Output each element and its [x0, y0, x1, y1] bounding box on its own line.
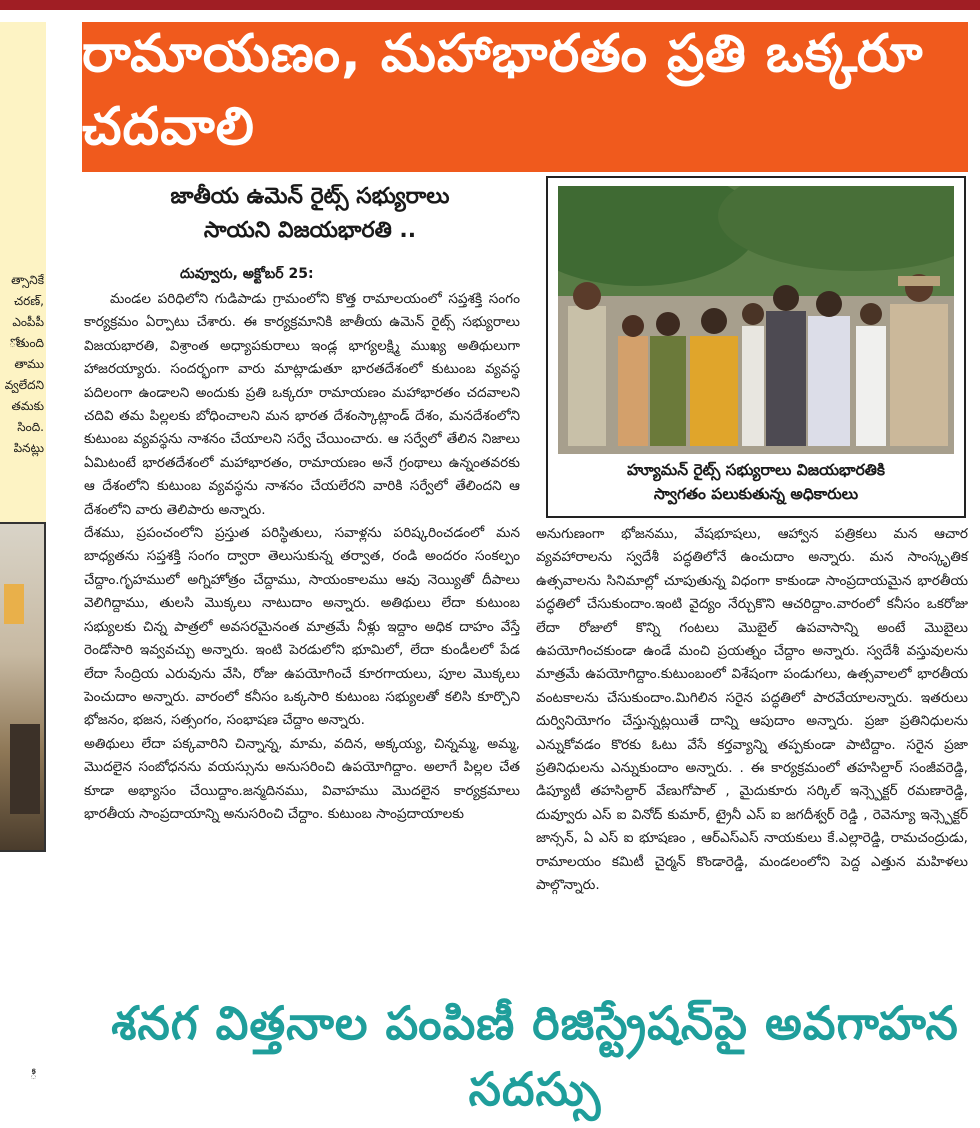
subhead-line-1: జాతీయ ఉమెన్ రైట్స్ సభ్యురాలు — [170, 184, 450, 209]
sidebar-text-fragment: పినట్లు — [13, 441, 44, 455]
article-paragraph: దేశము, ప్రపంచంలోని ప్రస్తుత పరిస్థితులు, సవాళ్లను పరిష్కరించడంలో మన బాధ్యతను సప్తశక్తి సంగం ద్వారా తెలుసుకున్న తర్వాత, రండి అందరం సంకల్పం చేద్దాం.గృహములో అగ్నిహోత్రం చేద్దాము, సాయంకాలము ఆవు నెయ్యితో దీపాలు వెలిగిద్దాము, తులసి మొక్కలు నాటుదాం అన్నారు. అతిథులు లేదా కుటుంబ సభ్యులకు చిన్న పాత్రలో అవసరమైనంత మాత్రమే నీళ్లు ఇద్దాం అధిక దాహం వేస్తే రెండోసారి ఇవ్వవచ్చు అన్నారు. ఇంటి పెరడులోని భూమిలో, లేదా కుండీలలో పేడ లేదా సేంద్రియ ఎరువును వేసి, రోజు ఉపయోగించే కూరగాయలు, పూల మొక్కలు పెంచుదాం అన్నారు. వారంలో కనీసం ఒక్కసారి కుటుంబ సభ్యులతో కలిసి కూర్చొని భోజనం, భజన, సత్సంగం, సంభాషణ చేద్దాం అన్నారు. — [84, 525, 520, 729]
article-paragraph: మండల పరిధిలోని గుడిపాడు గ్రామంలోని కొత్త రామాలయంలో సప్తశక్తి సంగం కార్యక్రమం ఏర్పాటు చేశారు. ఈ కార్యక్రమానికి జాతీయ ఉమెన్ రైట్స్ సభ్యురాలు విజయభారతి, విశ్రాంత అధ్యాపకురాలు ఇండ్ల భాగ్యలక్ష్మి ముఖ్య అతిథులుగా హాజరయ్యారు. సందర్భంగా వారు మాట్లాడుతూ భారతదేశంలో కుటుంబ వ్యవస్థ పదిలంగా ఉండాలని అందుకు ప్రతి ఒక్కరూ రామాయణం మహాభారతం చదవాలని చదివి తమ పిల్లలకు బోధించాలని మన భారత దేశంస్కాట్లాండ్ దేశం, మనదేశంలోని కుటుంబ వ్యవస్థను నాశనం చేయాలని సర్వే చేయించారు. ఆ సర్వేలో తేలిన నిజాలు ఏమిటంటే భారతదేశంలో మహాభారతం, రామాయణం అనే గ్రంథాలు ఉన్నంతవరకు ఆ దేశంలోని కుటుంబ వ్యవస్థను నాశనం చేయలేరని వారికి సర్వేలో తేలిందని ఆ దేశంలోని వారు తెలిపారు అన్నారు. — [84, 291, 520, 518]
sidebar-text-fragment: వ్వలేదని — [4, 378, 44, 392]
sidebar-text-fragment: ఎంపీపీ — [12, 315, 44, 329]
dateline: దువ్వూరు, అక్టోబర్ 25: — [180, 266, 314, 282]
sidebar-text-fragment: చరణ్, — [14, 294, 44, 308]
top-color-bar — [0, 0, 980, 10]
sidebar-text-fragment: తమకు — [11, 399, 44, 413]
next-article-headline: శనగ విత్తనాల పంపిణీ రిజిస్ట్రేషన్‌పై అవగాహన సదస్సు — [111, 996, 959, 1116]
subheadline — [100, 180, 520, 248]
subhead-line-2: సాయని విజయభారతి .. — [203, 218, 417, 243]
sidebar-text-fragment: తాము — [14, 357, 44, 371]
news-photo — [558, 186, 954, 454]
photo-caption — [558, 458, 954, 506]
article-column-right — [536, 523, 968, 898]
headline: రామాయణం, మహాభారతం ప్రతి ఒక్కరూ చదవాలి — [82, 24, 924, 157]
caption-line-1: హ్యూమన్ రైట్స్ సభ్యురాలు విజయభారతికి — [626, 461, 886, 479]
article-paragraph: అనుగుణంగా భోజనము, వేషభూషలు, ఆహ్వాన పత్రికలు మన ఆచార వ్యవహారాలను స్వదేశీ పద్ధతిలోనే ఉంచుదాం అన్నారు. మన సాంస్కృతిక ఉత్సవాలను సినిమాల్లో చూపుతున్న విధంగా కాకుండా సాంప్రదాయమైన భారతీయ పద్ధతిలో చేసుకుందాం.ఇంటి వైద్యం నేర్చుకొని ఆచరిద్దాం.వారంలో కనీసం ఒకరోజు లేదా రోజులో కొన్ని గంటలు మొబైల్ ఉపవాసాన్ని అంటే మొబైలు ఉపయోగించకుండా ఉండే మంచి ప్రయత్నం చేద్దాం అన్నారు. స్వదేశీ వస్తువులను మాత్రమే ఉపయోగిద్దాం.కుటుంబంలో విశేషంగా పండుగలు, ఉత్సవాలలో భారతీయ వంటకాలను చేసుకుందాం.మిగిలిన సరైన పద్ధతిలో పారవేయాలన్నారు. ఇతరులు దుర్వినియోగం చేస్తున్నట్లయితే దాన్ని ఆపుదాం అన్నారు. ప్రజా ప్రతినిధులను ఎన్నుకోవడం కొరకు ఓటు వేసే కర్తవ్యాన్ని తప్పకుండా పాటిద్దాం. సరైన ప్రజా ప్రతినిధులను ఎన్నుకుందాం అన్నారు. . ఈ కార్యక్రమంలో తహసిల్దార్ సంజీవరెడ్డి, డిప్యూటీ తహసిల్దార్ వేణుగోపాల్ , మైదుకూరు సర్కిల్ ఇన్స్పెక్టర్ రమణారెడ్డి, దువ్వూరు ఎస్ ఐ వినోద్ కుమార్, ట్రైనీ ఎస్ ఐ జగదీశ్వర్ రెడ్డి , రెవెన్యూ ఇన్స్పెక్టర్ జాన్సన్, ఏ ఎస్ ఐ భూషణం , ఆర్ఎస్ఎస్ నాయకులు కే.ఎల్లారెడ్డి, రామచంద్రుడు, రామాలయం కమిటీ చైర్మన్ కొండారెడ్డి, మండలంలోని పెద్ద ఎత్తున మహిళలు పాల్గొన్నారు. — [536, 526, 968, 894]
news-photo-frame — [546, 176, 966, 518]
corner-text-fragment: ీ — [30, 1068, 37, 1082]
article-paragraph: అతిథులు లేదా పక్కవారిని చిన్నాన్న, మామ, వదిన, అక్కయ్య, చిన్నమ్మ, అమ్మ, మొదలైన సంబోధనను వయస్సును అనుసరించి ఉపయోగిద్దాం. అలాగే పిల్లల చేత కూడా అభ్యాసం చేయిద్దాం.జన్మదినము, వివాహము మొదలైన కార్యక్రమాలు భారతీయ సాంప్రదాయాన్ని అనుసరించి చేద్దాం. కుటుంబ సాంప్రదాయాలకు — [84, 735, 520, 822]
sidebar-text-fragment: సింది. — [17, 420, 44, 434]
headline-banner — [82, 22, 968, 172]
caption-line-2: స్వాగతం పలుకుతున్న అధికారులు — [653, 485, 859, 503]
adjacent-photo-fragment — [0, 522, 46, 852]
adjacent-article-fragment — [0, 22, 46, 522]
sidebar-text-fragment: త్సానికే — [11, 273, 44, 287]
sidebar-text-fragment: ోతుంది — [9, 336, 44, 350]
article-column-left — [84, 288, 520, 826]
